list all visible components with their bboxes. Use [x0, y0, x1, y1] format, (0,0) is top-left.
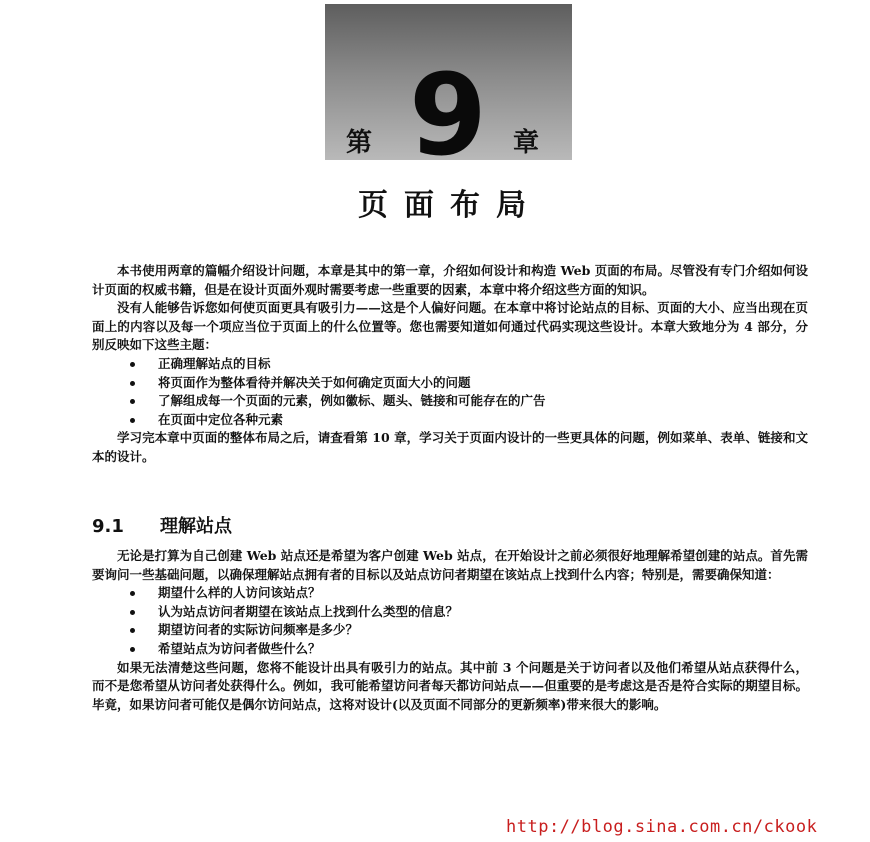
section-title: 理解站点 — [160, 516, 232, 537]
bullet-icon — [130, 399, 135, 404]
bullet-icon — [130, 628, 135, 633]
section-paragraph-2: 如果无法清楚这些问题，您将不能设计出具有吸引力的站点。其中前 3 个问题是关于访问者以及他们希望从站点获得什么，而不是您希望从访问者处获得什么。例如，我可能希望访问者每天都访问站点——但重要的是考虑这是否是符合实际的期望目标。毕竟，如果访问者可能仅是偶尔访问站点，这将对设计(以及页面不同部分的更新频率)带来很大的影响。 — [92, 659, 808, 712]
chapter-title: 页面布局 — [358, 188, 542, 223]
list-item: 认为站点访问者期望在该站点上找到什么类型的信息？ — [92, 603, 808, 622]
bullet-icon — [130, 418, 135, 423]
watermark-url: http://blog.sina.com.cn/ckook — [506, 817, 818, 837]
list-item: 期望访问者的实际访问频率是多少？ — [92, 621, 808, 640]
bullet-icon — [130, 610, 135, 615]
intro-bullet-list — [92, 355, 808, 429]
intro-paragraph-2: 没有人能够告诉您如何使页面更具有吸引力——这是个人偏好问题。在本章中将讨论站点的目标、页面的大小、应当出现在页面上的内容以及每一个项应当位于页面上的什么位置等。您也需要知道如何通过代码实现这些设计。本章大致地分为 4 部分，分别反映如下这些主题： — [92, 300, 808, 353]
intro-paragraph-1: 本书使用两章的篇幅介绍设计问题，本章是其中的第一章，介绍如何设计和构造 Web 页面的布局。尽管没有专门介绍如何设计页面的权威书籍，但是在设计页面外观时需要考虑一些重要的因素，本章中将介绍这些方面的知识。 — [92, 263, 808, 297]
bullet-icon — [130, 647, 135, 652]
bullet-icon — [130, 362, 135, 367]
list-item: 希望站点为访问者做些什么？ — [92, 640, 808, 659]
section-block — [92, 547, 808, 714]
list-item: 期望什么样的人访问该站点？ — [92, 584, 808, 603]
list-item: 将页面作为整体看待并解决关于如何确定页面大小的问题 — [92, 374, 808, 393]
intro-block — [92, 262, 808, 467]
section-heading — [92, 512, 492, 538]
list-item: 在页面中定位各种元素 — [92, 411, 808, 430]
section-bullet-list — [92, 584, 808, 658]
list-item: 正确理解站点的目标 — [92, 355, 808, 374]
bullet-icon — [130, 591, 135, 596]
bullet-icon — [130, 381, 135, 386]
section-paragraph-1: 无论是打算为自己创建 Web 站点还是希望为客户创建 Web 站点，在开始设计之前必须很好地理解希望创建的站点。首先需要询问一些基础问题，以确保理解站点拥有者的目标以及站点访问者期望在该站点上找到什么内容；特别是，需要确保知道： — [92, 548, 808, 582]
chapter-suffix: 章 — [513, 128, 540, 158]
intro-paragraph-3: 学习完本章中页面的整体布局之后，请查看第 10 章，学习关于页面内设计的一些更具体的问题，例如菜单、表单、链接和文本的设计。 — [92, 430, 808, 464]
chapter-number: 9 — [409, 51, 487, 181]
list-item: 了解组成每一个页面的元素，例如徽标、题头、链接和可能存在的广告 — [92, 392, 808, 411]
section-number: 9.1 — [92, 516, 124, 537]
chapter-prefix: 第 — [346, 128, 373, 158]
